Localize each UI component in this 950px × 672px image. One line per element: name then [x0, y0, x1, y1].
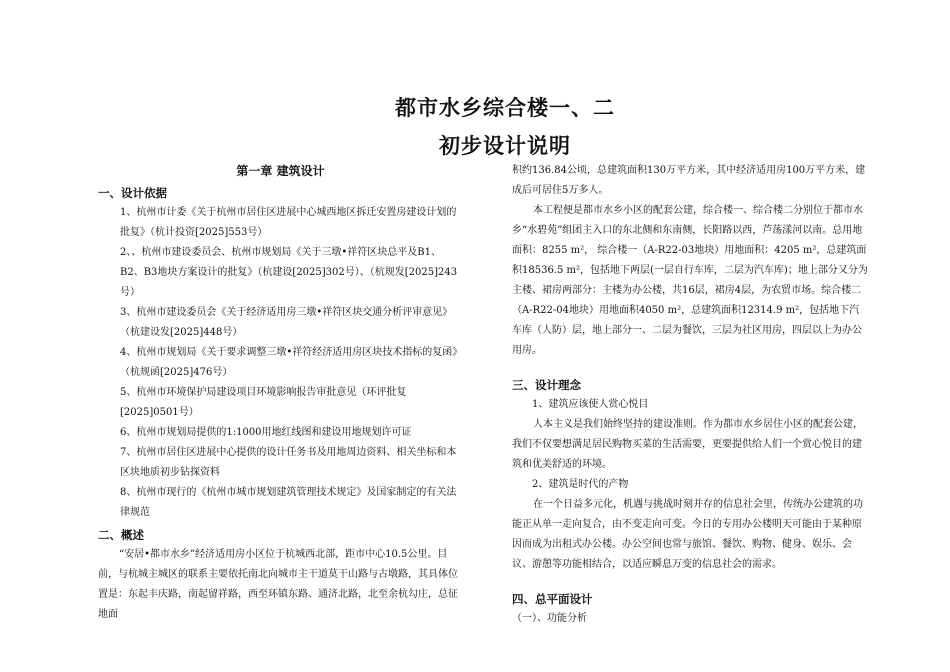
- basis-item-7: 7、杭州市居住区进展中心提供的设计任务书及用地周边资料、相关坐标和本区块地质初步钻探资料: [120, 447, 457, 478]
- overview-continuation: 积约136.84公顷，总建筑面积130万平方米，其中经济适用房100万平方米，建成后可居住5万多人。: [512, 165, 866, 196]
- concept-2-text: 在一个日益多元化，机遇与挑战时刻并存的信息社会里，传统办公建筑的功能正从单一走向复合，由不变走向可变。今日的专用办公楼明天可能由于某种原因而成为出租式办公楼。办公空间也常与旅馆、餐饮、购物、健身、娱乐、会议、游憩等功能相结合，以适应瞬息万变的信息社会的需求。: [512, 499, 863, 570]
- document-subtitle: 初步设计说明: [439, 134, 571, 158]
- basis-item-6: 6、杭州市规划局提供的1:1000用地红线图和建设用地规划许可证: [120, 427, 412, 438]
- function-analysis-heading: （一）、功能分析: [512, 613, 587, 624]
- basis-item-3: 3、杭州市建设委员会《关于经济适用房三墩•祥符区块交通分析评审意见》（杭建设发[2025]448号）: [120, 307, 453, 338]
- basis-item-8: 8、杭州市现行的《杭州市城市规划建筑管理技术规定》及国家制定的有关法律规范: [120, 487, 457, 518]
- concept-2-title: 2、建筑是时代的产物: [532, 479, 629, 490]
- section-heading-concept: 三、设计理念: [512, 378, 581, 392]
- basis-item-1: 1、杭州市计委《关于杭州市居住区进展中心城西地区拆迁安置房建设计划的批复》（杭计投资[2025]553号）: [120, 207, 457, 238]
- section-heading-overview: 二、概述: [98, 528, 144, 542]
- right-column: [512, 161, 869, 629]
- left-column: [98, 161, 463, 625]
- concept-1-title: 1、建筑应该使人赏心悦目: [532, 399, 649, 410]
- basis-item-4: 4、杭州市规划局《关于要求调整三墩•祥符经济适用房区块技术指标的复函》（杭规函[2025]476号）: [120, 347, 463, 378]
- section-heading-basis: 一、设计依据: [98, 186, 167, 200]
- concept-1-text: 人本主义是我们始终坚持的建设准则。作为都市水乡居住小区的配套公建，我们不仅要想满足居民购物买菜的生活需要，更要提供给人们一个赏心悦目的建筑和优美舒适的环境。: [512, 419, 863, 470]
- document-title: 都市水乡综合楼一、二: [395, 96, 615, 120]
- project-paragraph: 本工程便是都市水乡小区的配套公建，综合楼一、综合楼二分别位于都市水乡“水碧苑”组团主入口的东北侧和东南侧，长阳路以西，芦荡漾河以南。总用地面积：8255 m²， 综合楼一（A-R22-03地块）用地面积：4205 m²，总建筑面积18536.5 m²，包括地下两层(一层自行车库，二层为汽车库)；地上部分又分为主楼、裙房两部分：主楼为办公楼，共16层，裙房4层，为农贸市场。综合楼二（A-R22-04地块）用地面积4050 m²，总建筑面积12314.9 m²，包括地下汽车库（人防）层，地上部分一、二层为餐饮，三层为社区用房，四层以上为办公用房。: [512, 205, 868, 356]
- overview-paragraph: “安居•都市水乡”经济适用房小区位于杭城西北部，距市中心10.5公里。目前，与杭城主城区的联系主要依托南北向城市主干道莫干山路与古墩路，其具体位置是：东起丰庆路，南起留祥路，西至环镇东路、通济北路，北至余杭勾庄，总征地面: [98, 549, 458, 620]
- section-heading-site-plan: 四、总平面设计: [512, 592, 593, 606]
- chapter-heading: 第一章 建筑设计: [236, 164, 325, 178]
- basis-item-2: 2、、杭州市建设委员会、杭州市规划局《关于三墩•祥符区块总平及B1、B2、B3地块方案设计的批复》（杭建设[2025]302号）、（杭规发[2025]243号）: [120, 247, 458, 298]
- basis-item-5: 5、杭州市环境保护局建设项目环境影响报告审批意见（环评批复[2025]0501号）: [120, 387, 407, 418]
